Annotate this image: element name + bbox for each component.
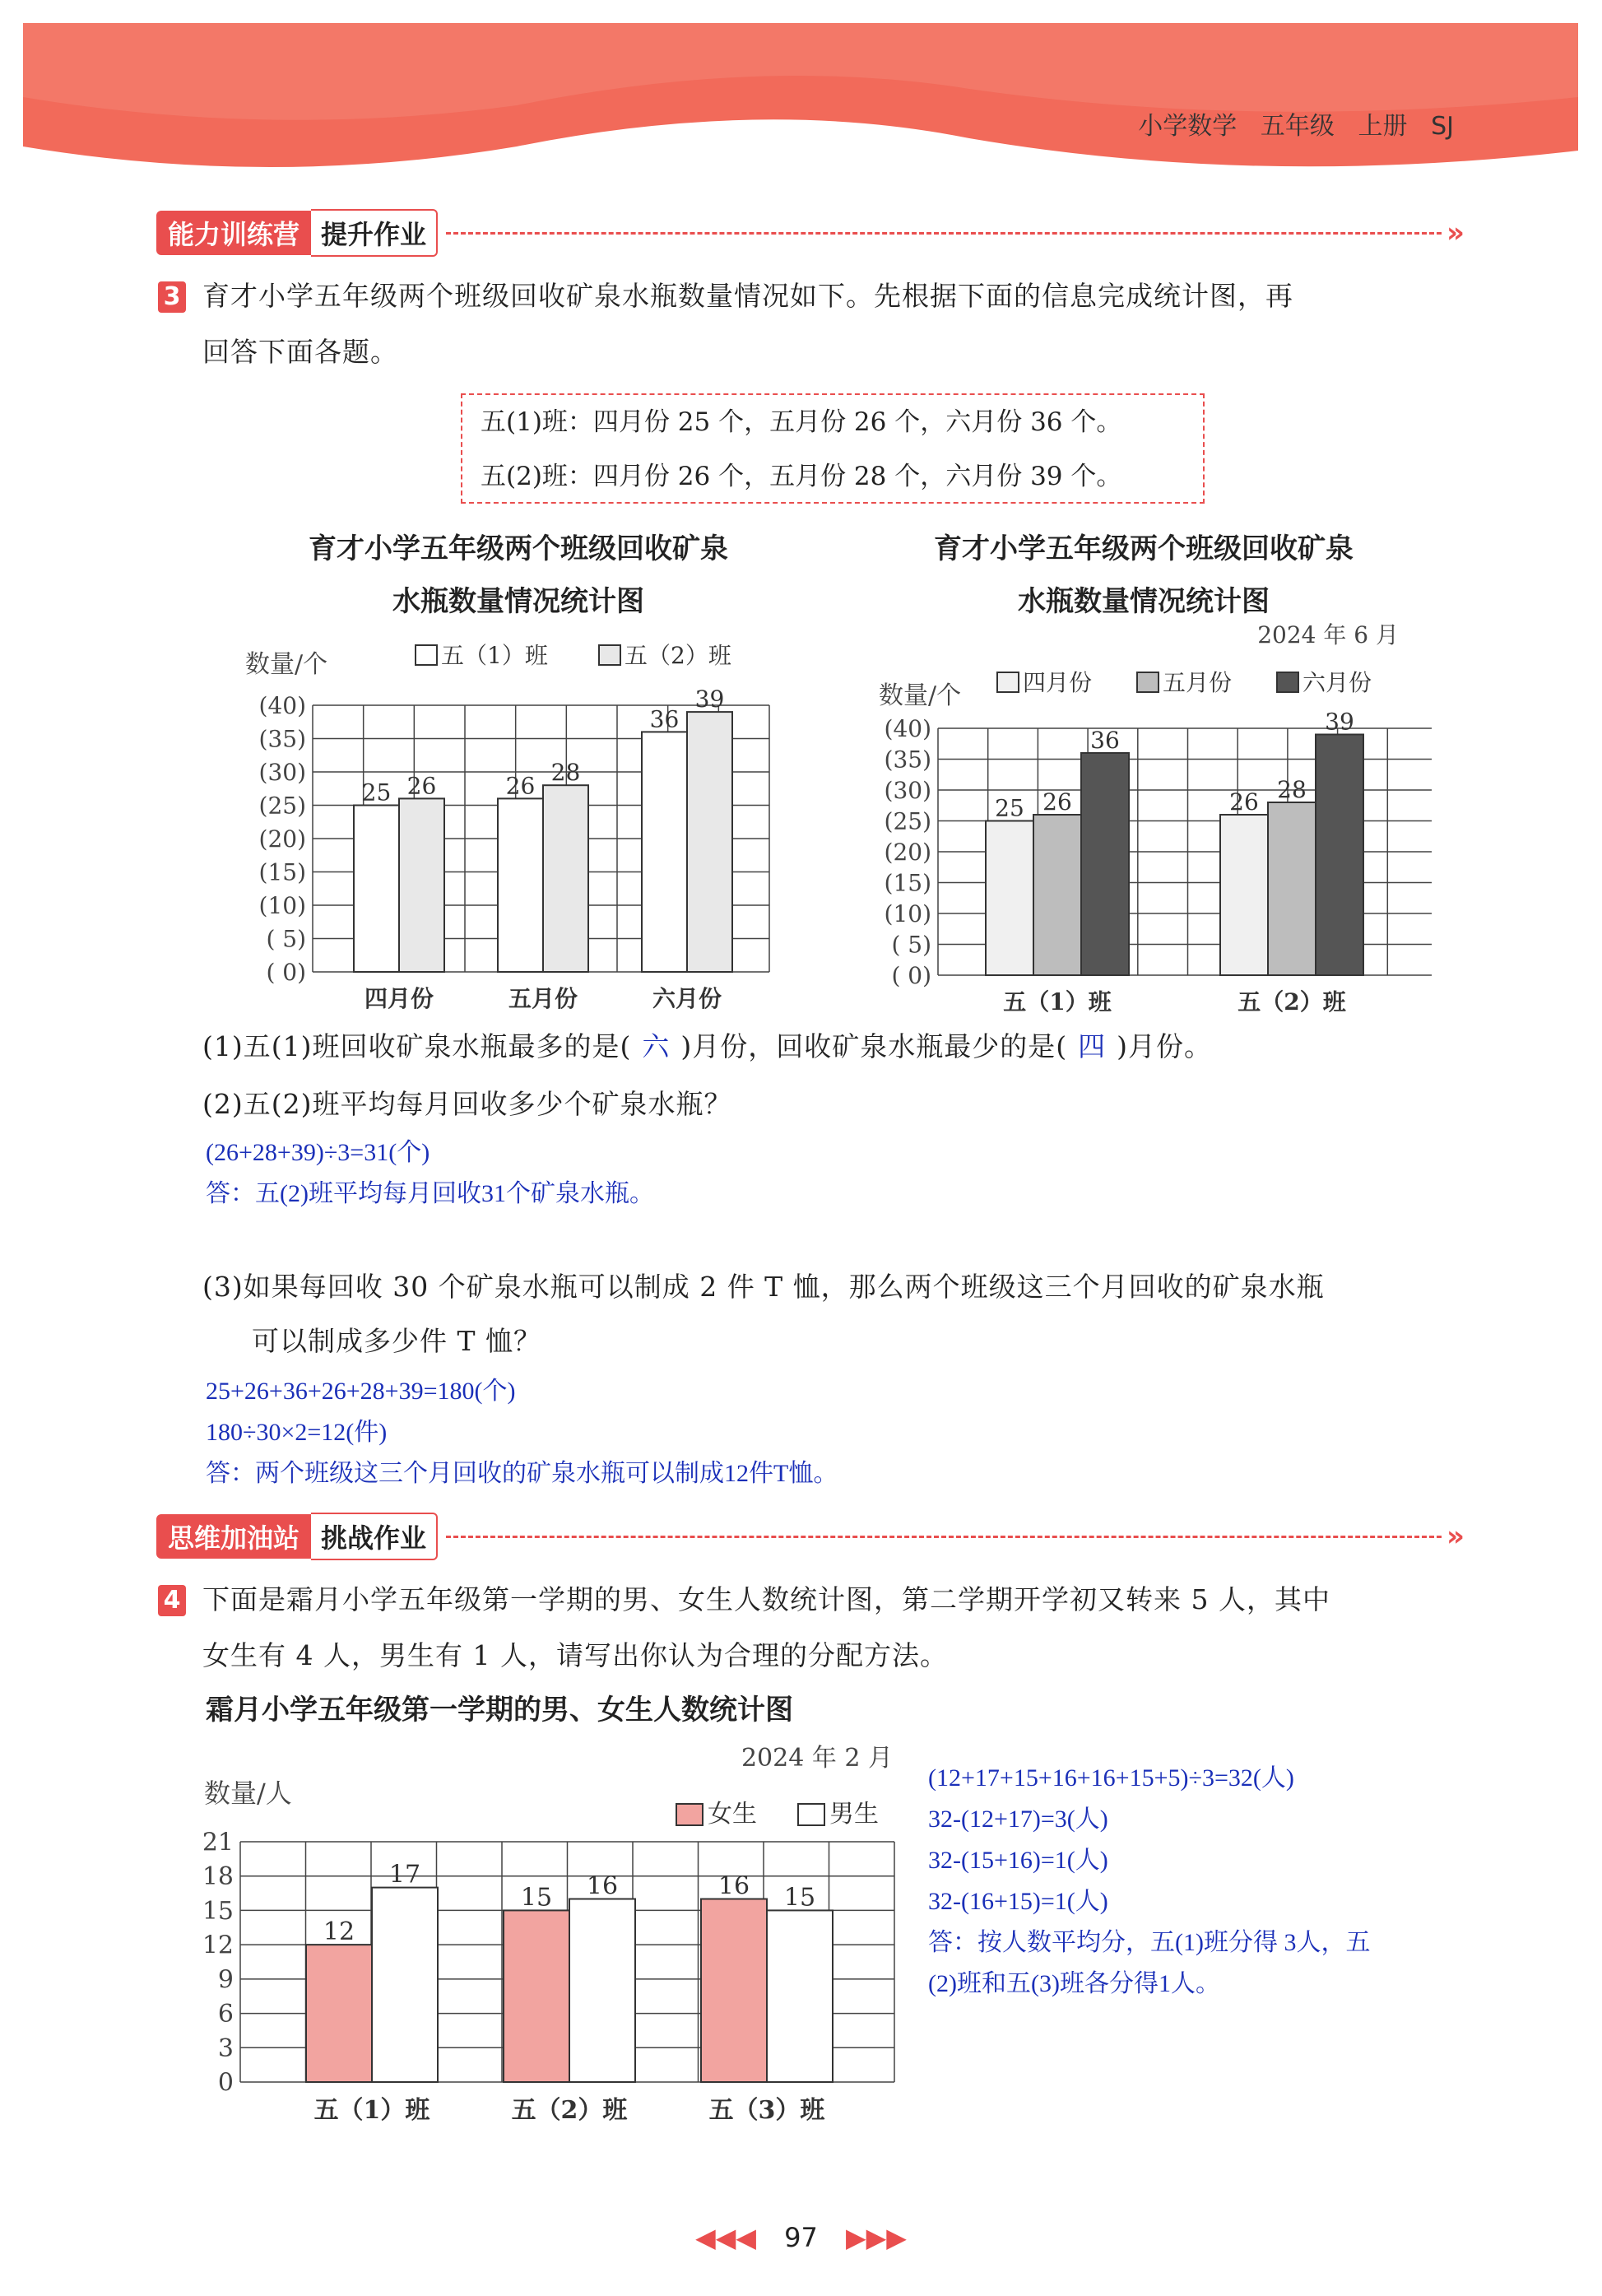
bar [504, 1910, 569, 2082]
y-tick-label: (30) [258, 758, 306, 786]
bar-value-label: 25 [361, 779, 392, 806]
chart-students-by-gender [189, 1736, 913, 2131]
bar-value-label: 25 [995, 794, 1024, 822]
legend-label: 四月份 [1023, 669, 1093, 696]
bar [767, 1910, 833, 2082]
y-tick-label: ( 0) [266, 958, 306, 986]
bar-value-label: 39 [694, 686, 725, 713]
question-3-cont: 可以制成多少件 T 恤？ [252, 1325, 541, 1357]
answer-line: 答：两个班级这三个月回收的矿泉水瓶可以制成12件T恤。 [206, 1460, 838, 1487]
legend-swatch [1277, 672, 1298, 692]
chart2-title: 育才小学五年级两个班级回收矿泉 水瓶数量情况统计图 [934, 532, 1354, 618]
y-tick-label: (25) [884, 807, 931, 835]
bar-value-label: 26 [505, 772, 536, 800]
y-tick-label: (20) [884, 838, 931, 866]
bar-value-label: 26 [1042, 788, 1072, 816]
bar-value-label: 26 [406, 772, 437, 800]
y-tick-label: 18 [202, 1862, 234, 1892]
x-category-label: 四月份 [364, 985, 434, 1012]
section-header-thinking [156, 1516, 1465, 1557]
answer-line: 180÷30×2=12(件) [206, 1419, 388, 1446]
y-tick-label: 3 [217, 2033, 234, 2063]
chart1-title: 育才小学五年级两个班级回收矿泉 水瓶数量情况统计图 [309, 532, 728, 618]
bar [354, 806, 399, 973]
legend-label: 五（2）班 [625, 642, 731, 669]
x-category-label: 五月份 [508, 985, 578, 1012]
bar-value-label: 28 [550, 759, 581, 787]
bar-value-label: 15 [520, 1883, 553, 1913]
y-tick-label: (30) [884, 776, 931, 804]
bar-value-label: 12 [323, 1917, 355, 1947]
y-tick-label: (15) [258, 858, 306, 886]
y-tick-label: ( 0) [891, 961, 931, 989]
bar [701, 1899, 767, 2082]
problem-text-line: 下面是霜月小学五年级第一学期的男、女生人数统计图，第二学期开学初又转来 5 人，其中 [202, 1583, 1330, 1615]
y-tick-label: 21 [202, 1828, 234, 1857]
next-page-icon[interactable]: ▶▶▶ [846, 2222, 907, 2253]
bar-value-label: 16 [586, 1871, 619, 1901]
y-tick-label: (40) [884, 714, 931, 742]
section-tag: 思维加油站 [156, 1514, 311, 1559]
y-tick-label: (10) [884, 899, 931, 927]
question-3: (3)如果每回收 30 个矿泉水瓶可以制成 2 件 T 恤，那么两个班级这三个月回收的矿泉水瓶 [202, 1271, 1325, 1303]
bar-value-label: 28 [1277, 776, 1307, 803]
y-tick-label: (10) [258, 891, 306, 919]
chart-date: 2024 年 2 月 [741, 1744, 893, 1773]
legend-swatch [599, 645, 620, 665]
y-tick-label: (35) [258, 725, 306, 753]
double-chevron-icon: » [1446, 1520, 1465, 1553]
chart-date: 2024 年 6 月 [1257, 621, 1399, 648]
legend-label: 五月份 [1163, 669, 1233, 696]
bar [1220, 815, 1268, 975]
double-chevron-icon: » [1446, 216, 1465, 249]
bar [543, 785, 588, 972]
y-tick-label: (40) [258, 691, 306, 719]
x-category-label: 五（2）班 [1237, 988, 1346, 1016]
dashed-divider [446, 232, 1442, 235]
problem-text-line: 女生有 4 人，男生有 1 人，请写出你认为合理的分配方法。 [202, 1639, 948, 1671]
answer-block: (12+17+15+16+16+15+5)÷3=32(人) 32-(12+17)=3(人) 32-(15+16)=1(人) 32-(16+15)=1(人) 答：按人数平均分，五(1)班分得 3人，五 (2)班和五(3)班各分得1人。 [928, 1764, 1371, 1997]
answer-line: 答：五(2)班平均每月回收31个矿泉水瓶。 [206, 1180, 654, 1207]
bar-value-label: 39 [1325, 708, 1354, 736]
bar-value-label: 17 [388, 1860, 421, 1889]
page-number: 97 [784, 2222, 818, 2253]
bar [687, 712, 732, 972]
bar [399, 798, 444, 972]
legend-swatch [676, 1804, 703, 1825]
question-1: (1)五(1)班回收矿泉水瓶最多的是( 六 )月份，回收矿泉水瓶最少的是( 四 )月份。 [202, 1019, 1212, 1075]
x-category-label: 五（1）班 [1003, 988, 1112, 1016]
bar-value-label: 36 [649, 705, 680, 733]
question-2: (2)五(2)班平均每月回收多少个矿泉水瓶？ [202, 1088, 732, 1120]
page-footer [0, 2222, 1602, 2253]
answer-blank[interactable]: 六 [642, 1030, 671, 1062]
x-category-label: 六月份 [652, 985, 722, 1012]
bar [498, 798, 543, 972]
y-tick-label: 0 [217, 2068, 234, 2098]
y-tick-label: ( 5) [266, 925, 306, 953]
bar [986, 821, 1033, 976]
bar [306, 1945, 372, 2082]
x-category-label: 五（1）班 [313, 2096, 430, 2125]
y-axis-title: 数量/人 [204, 1778, 292, 1809]
legend-label: 女生 [708, 1800, 757, 1829]
section-header-ability [156, 212, 1465, 253]
chart-recycling-by-month [230, 625, 790, 1020]
legend-swatch [997, 672, 1019, 692]
legend-swatch [1137, 672, 1159, 692]
problem-text-line: 育才小学五年级两个班级回收矿泉水瓶数量情况如下。先根据下面的信息完成统计图，再 [202, 280, 1293, 312]
bar-value-label: 26 [1229, 788, 1259, 816]
legend-label: 男生 [829, 1800, 879, 1829]
problem-number: 4 [158, 1585, 186, 1616]
y-tick-label: 9 [217, 1965, 234, 1995]
answer-line: 25+26+36+26+28+39=180(个) [206, 1378, 516, 1405]
info-box [461, 393, 1205, 504]
chart-recycling-by-class [856, 621, 1432, 1025]
x-category-label: 五（2）班 [511, 2096, 628, 2125]
y-tick-label: (20) [258, 825, 306, 853]
section-subtag: 提升作业 [311, 209, 438, 257]
bar [569, 1899, 635, 2082]
chart3-title: 霜月小学五年级第一学期的男、女生人数统计图 [206, 1694, 793, 1727]
info-line: 五(2)班：四月份 26 个，五月份 28 个，六月份 39 个。 [481, 462, 1122, 491]
problem-text-line: 回答下面各题。 [202, 336, 398, 368]
bar [372, 1888, 438, 2082]
y-tick-label: ( 5) [891, 931, 931, 959]
bar [1033, 815, 1081, 975]
prev-page-icon[interactable]: ◀◀◀ [695, 2222, 756, 2253]
legend-label: 五（1）班 [441, 642, 548, 669]
dashed-divider [446, 1536, 1442, 1538]
problem-number: 3 [158, 281, 186, 313]
info-line: 五(1)班：四月份 25 个，五月份 26 个，六月份 36 个。 [481, 407, 1122, 437]
section-subtag: 挑战作业 [311, 1513, 438, 1560]
x-category-label: 五（3）班 [708, 2096, 825, 2125]
section-tag: 能力训练营 [156, 211, 311, 255]
bar [1081, 753, 1129, 975]
y-tick-label: 6 [217, 2000, 234, 2029]
y-tick-label: (25) [258, 792, 306, 820]
y-axis-title: 数量/个 [879, 681, 962, 710]
y-tick-label: 12 [202, 1931, 234, 1960]
legend-swatch [416, 645, 437, 665]
book-info: 小学数学 五年级 上册 SJ [1138, 112, 1454, 141]
y-tick-label: 15 [202, 1896, 234, 1926]
answer-line: (26+28+39)÷3=31(个) [206, 1139, 430, 1166]
y-tick-label: (35) [884, 746, 931, 774]
bar-value-label: 36 [1090, 727, 1120, 754]
y-axis-title: 数量/个 [245, 650, 328, 679]
bar-value-label: 16 [717, 1871, 750, 1901]
answer-blank[interactable]: 四 [1078, 1030, 1107, 1062]
bar-value-label: 15 [783, 1883, 816, 1913]
bar [1268, 802, 1316, 975]
bar [1316, 735, 1363, 976]
bar [642, 732, 687, 972]
legend-label: 六月份 [1302, 669, 1372, 696]
legend-swatch [798, 1804, 824, 1825]
y-tick-label: (15) [884, 869, 931, 897]
